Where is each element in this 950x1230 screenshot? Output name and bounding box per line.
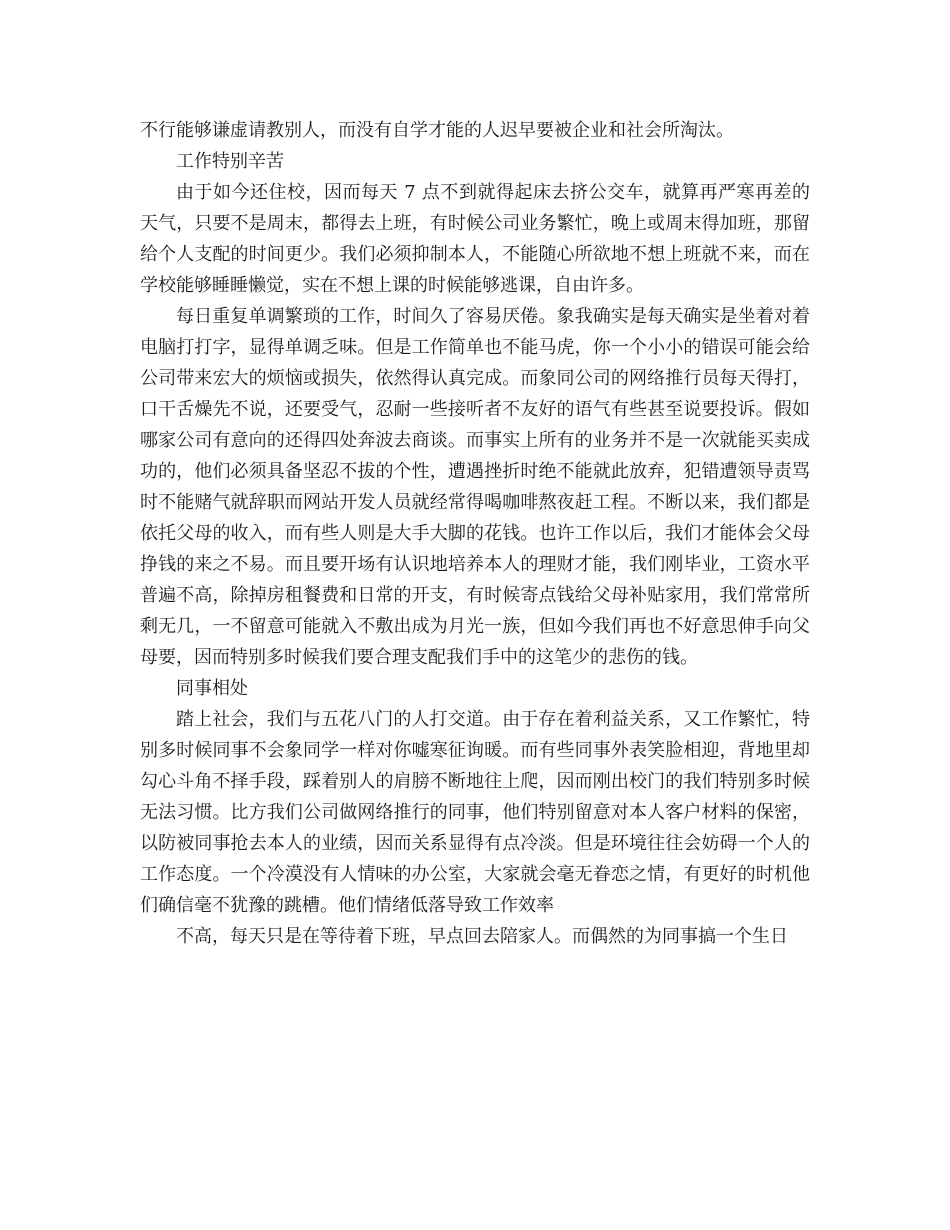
paragraph: 不行能够谦虚请教别人，而没有自学才能的人迟早要被企业和社会所淘汰。 <box>140 120 734 141</box>
section-heading: 同事相处 <box>176 678 248 699</box>
paragraph: 每日重复单调繁琐的工作，时间久了容易厌倦。象我确实是每天确实是坐着对着电脑打打字，显得单调乏味。但是工作简单也不能马虎，你一个小小的错误可能会给公司带来宏大的烦恼或损失，依然得认真完成。而象同公司的网络推行员每天得打，口干舌燥先不说，还要受气，忍耐一些接听者不友好的语气有些甚至说要投诉。假如哪家公司有意向的还得四处奔波去商谈。而事实上所有的业务并不是一次就能买卖成功的，他们必须具备坚忍不拔的个性，遭遇挫折时绝不能就此放弃，犯错遭领导责骂时不能赌气就辞职而网站开发人员就经常得喝咖啡熬夜赶工程。不断以来，我们都是依托父母的收入，而有些人则是大手大脚的花钱。也许工作以后，我们才能体会父母挣钱的来之不易。而且要开场有认识地培养本人的理财才能，我们刚毕业，工资水平普遍不高，除掉房租餐费和日常的开支，有时候寄点钱给父母补贴家用，我们常常所剩无几，一不留意可能就入不敷出成为月光一族，但如今我们再也不好意思伸手向父母要，因而特别多时候我们要合理支配我们手中的这笔少的悲伤的钱。 <box>140 306 810 668</box>
paragraph: 踏上社会，我们与五花八门的人打交道。由于存在着利益关系，又工作繁忙，特别多时候同事不会象同学一样对你嘘寒征询暖。而有些同事外表笑脸相迎，背地里却勾心斗角不择手段，踩着别人的肩膀不断地往上爬，因而刚出校门的我们特别多时候无法习惯。比方我们公司做网络推行的同事，他们特别留意对本人客户材料的保密，以防被同事抢去本人的业绩，因而关系显得有点冷淡。但是环境往往会妨碍一个人的工作态度。一个冷漠没有人情味的办公室，大家就会毫无眷恋之情，有更好的时机他们确信毫不犹豫的跳槽。他们情绪低落导致工作效率 <box>140 709 810 916</box>
section-heading: 工作特别辛苦 <box>176 151 284 172</box>
paragraph: 由于如今还住校，因而每天 7 点不到就得起床去挤公交车，就算再严寒再差的天气，只要不是周末，都得去上班，有时候公司业务繁忙，晚上或周末得加班，那留给个人支配的时间更少。我们必须抑制本人，不能随心所欲地不想上班就不来，而在学校能够睡睡懒觉，实在不想上课的时候能够逃课，自由许多。 <box>140 182 810 296</box>
paragraph: 不高，每天只是在等待着下班，早点回去陪家人。而偶然的为同事搞一个生日 <box>176 926 788 947</box>
document-page <box>140 115 810 952</box>
